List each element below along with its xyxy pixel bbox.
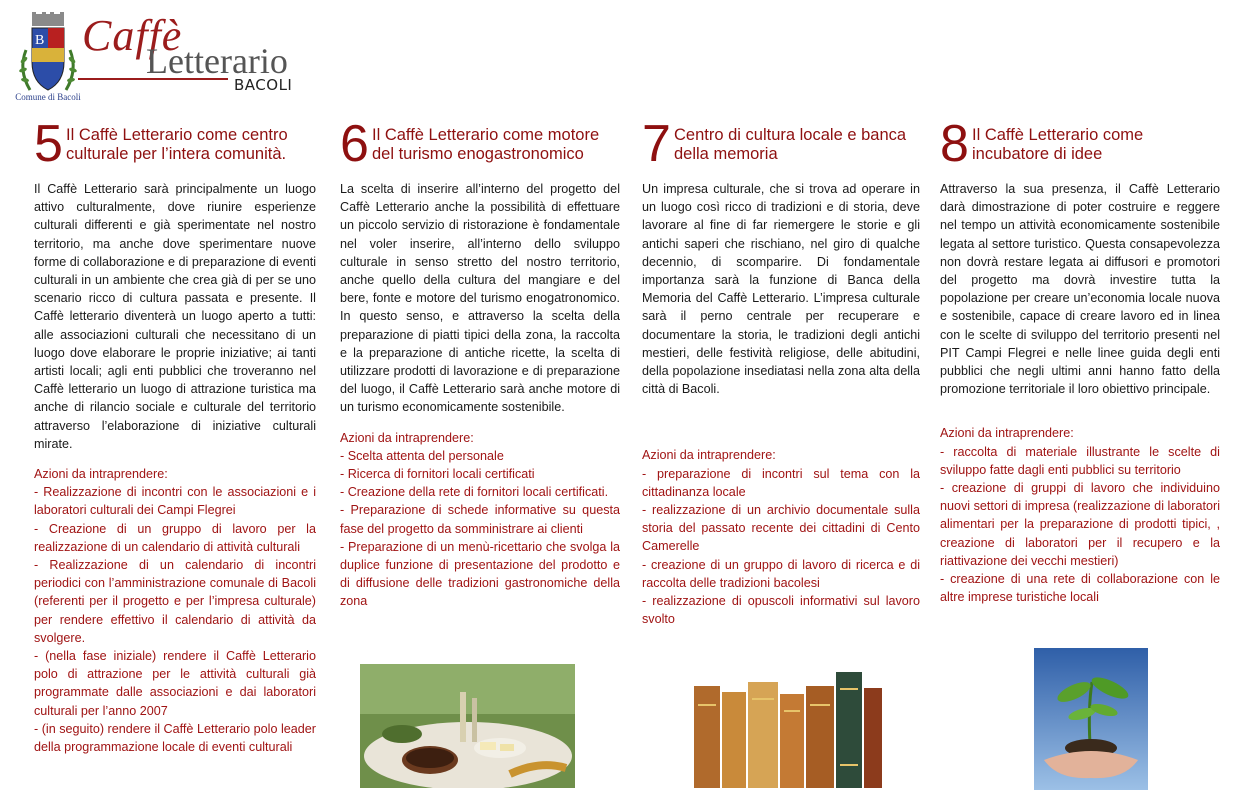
action-item: - preparazione di incontri sul tema con la cittadinanza locale: [642, 466, 920, 499]
actions-list: [340, 429, 620, 611]
actions-list: [642, 446, 920, 628]
section-header: [642, 115, 920, 180]
plant-in-hands-photo: [1034, 648, 1148, 790]
actions-title: Azioni da intraprendere:: [642, 448, 776, 463]
brand-city: BACOLI: [234, 76, 293, 94]
actions-list: [940, 424, 1220, 606]
actions-title: Azioni da intraprendere:: [940, 426, 1074, 441]
section-number: 6: [340, 115, 369, 173]
section-number: 5: [34, 115, 63, 173]
section-body: Attraverso la sua presenza, il Caffè Letterario darà dimostrazione di poter costruire e reggere nel tempo un attività economicamente sostenibile legata al settore turistico. Questa consapevolezza non dovrà restare legata ai diffusori e promotori del progetto ma dovrà investire tutta la popolazione per creare un’economia locale nuova e sostenibile, capace di creare lavoro ed in linea con le scelte di sviluppo del territorio presenti nel PIT Campi Flegrei e nelle linee guida degli enti pubblici che negli ultimi anni hanno fatto della promozione territoriale il loro obiettivo principale.: [940, 182, 1220, 397]
food-table-photo: [360, 664, 575, 788]
actions-list: [34, 465, 316, 756]
action-item: - creazione di una rete di collaborazione con le altre imprese turistiche locali: [940, 572, 1220, 605]
section-title: Centro di cultura locale e banca della memoria: [674, 126, 907, 163]
section-8: [940, 115, 1220, 606]
brand-caffe: Caffè: [82, 11, 183, 60]
actions-title: Azioni da intraprendere:: [340, 430, 474, 445]
section-body: La scelta di inserire all’interno del progetto del Caffè Letterario anche la possibilità di effettuare un piccolo servizio di ristorazione è fondamentale nel voler inserire, all’interno dello sviluppo culturale in senso stretto del nostro territorio, anche quello della cultura del mangiare e del bere, fonte e motore del turismo enogatronomico. In questo senso, e attraverso la scelta della preparazione di piatti tipici della zona, la raccolta e la preparazione di antiche ricette, la scelta di utilizzare prodotti di lavorazione e di preparazione del luogo, il Caffè Letterario sarà anche motore di un turismo economicamente sostenibile.: [340, 182, 620, 415]
action-item: - (in seguito) rendere il Caffè Letterario polo leader della programmazione locale di eventi culturali: [34, 721, 316, 755]
svg-text:B: B: [35, 33, 45, 48]
action-item: - realizzazione di opuscoli informativi sul lavoro svolto: [642, 594, 920, 627]
section-title: Il Caffè Letterario come motore del turismo enogastronomico: [372, 126, 600, 163]
brand-letterario: Letterario: [146, 41, 288, 81]
section-body: Il Caffè Letterario sarà principalmente un luogo attivo culturalmente, dove riunire esperienze culturali differenti e già sperimentate nel nostro territorio, ma anche dove sperimentare nuove forme di collaborazione e di preparazione di eventi culturali in un ambiente che crea già di per se uno scenario ricco di cultura passata e presente. Il Caffè letterario diventerà un luogo aperto a tutti: alle associazioni culturali che necessitano di un luogo dove elaborare le proprie iniziative; ai tanti artisti locali; agli enti pubblici che troveranno nel Caffè letterario un luogo di attrazione turistica ma anche di rilancio sociale e culturale del territorio attraverso l’elaborazione di iniziative culturali mirate.: [34, 182, 316, 451]
section-header: [34, 115, 316, 180]
action-item: - creazione di un gruppo di lavoro di ricerca e di raccolta delle tradizioni bacolesi: [642, 557, 920, 590]
section-6: [340, 115, 620, 611]
action-item: - realizzazione di un archivio documentale sulla storia del passato recente dei cittadini di Cento Camerelle: [642, 503, 920, 554]
action-item: - Preparazione di un menù-ricettario che svolga la duplice funzione di presentazione del prodotto e di diffusione delle tradizioni gastronomiche della zona: [340, 539, 620, 609]
section-7: [642, 115, 920, 628]
section-header: [340, 115, 620, 180]
actions-title: Azioni da intraprendere:: [34, 467, 168, 482]
action-item: - creazione di gruppi di lavoro che individuino nuovi settori di impresa (realizzazione di laboratori alimentari per la preparazione di prodotti tipici, , creazione di laboratori per il recupero e la riattivazione dei vecchi mestieri): [940, 481, 1220, 568]
section-5: [34, 115, 316, 756]
antique-books-photo: [690, 664, 886, 788]
section-body: Un impresa culturale, che si trova ad operare in un luogo così ricco di tradizioni e di storia, deve lavorare al fine di far riemergere le storie e gli antichi saperi che rischiano, nel giro di qualche decennio, di scomparire. Di fondamentale importanza sarà la funzione di Banca della Memoria del Caffè Letterario. L’impresa culturale sarà il perno centrale per recuperare e documentare la storia, le tradizioni degli antichi mestieri, delle festività religiose, delle abitudini, della popolazione insediatasi nella zona alta della città di Bacoli.: [642, 182, 920, 397]
section-number: 7: [642, 115, 671, 173]
action-item: - Preparazione di schede informative su questa fase del progetto da somministrare ai clienti: [340, 503, 620, 536]
section-title: Il Caffè Letterario come incubatore di idee: [972, 126, 1144, 163]
section-header: [940, 115, 1220, 180]
section-number: 8: [940, 115, 969, 173]
action-item: - Creazione della rete di fornitori locali certificati.: [340, 485, 609, 500]
action-item: - (nella fase iniziale) rendere il Caffè Letterario polo di attrazione per le attività culturali già programmate dalle associazioni e dai laboratori culturali per l’anno 2007: [34, 649, 316, 718]
action-item: - Ricerca di fornitori locali certificati: [340, 467, 535, 482]
comune-label: Comune di Bacoli: [15, 92, 81, 102]
section-title: Il Caffè Letterario come centro culturale per l’intera comunità.: [66, 126, 288, 163]
action-item: - Scelta attenta del personale: [340, 448, 504, 463]
action-item: - Realizzazione di incontri con le associazioni e i laboratori culturali dei Campi Flegrei: [34, 485, 316, 518]
action-item: - Creazione di un gruppo di lavoro per la realizzazione di un calendario di attività culturali: [34, 521, 316, 554]
action-item: - Realizzazione di un calendario di incontri periodici con l’amministrazione comunale di Bacoli (referenti per il progetto e per l’impresa culturale) per rendere effettivo il calendario di attività da svolgere.: [34, 558, 316, 645]
action-item: - raccolta di materiale illustrante le scelte di sviluppo fatte dagli enti pubblici su territorio: [940, 444, 1220, 477]
